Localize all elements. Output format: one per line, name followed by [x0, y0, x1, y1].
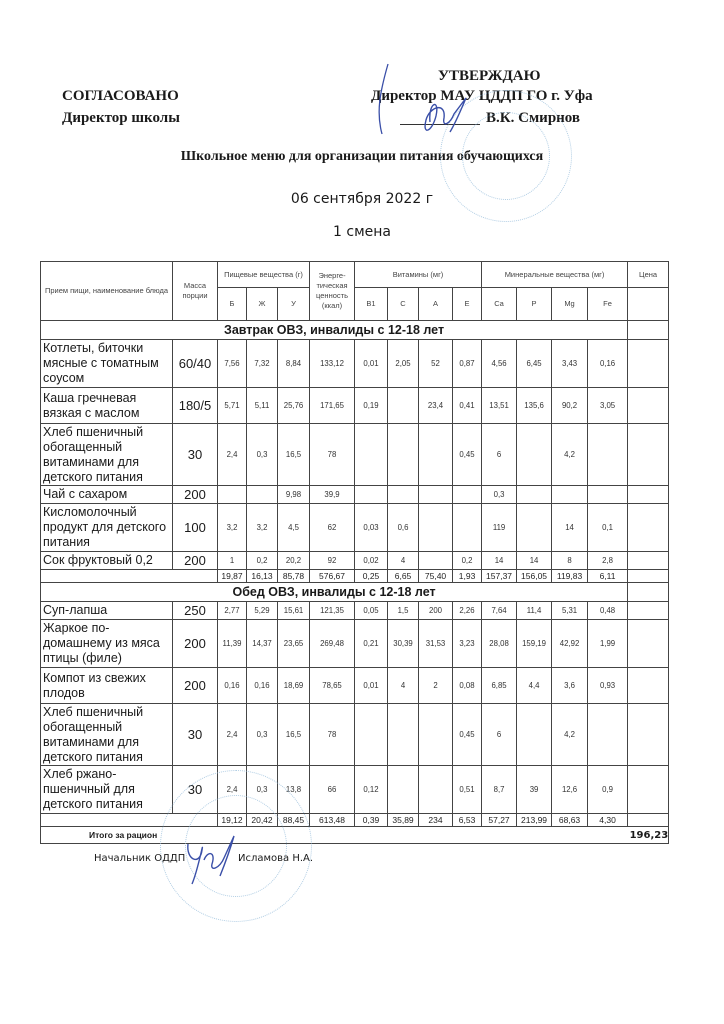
value-fe: 0,93	[588, 668, 628, 704]
value-u: 16,5	[278, 424, 310, 486]
value-ca: 14	[482, 552, 517, 570]
value-mg: 4,2	[552, 424, 588, 486]
value-zh: 0,3	[247, 766, 278, 814]
section-row	[41, 321, 669, 340]
dish-mass: 200	[173, 668, 218, 704]
price-cell	[628, 424, 669, 486]
value-c: 30,39	[388, 620, 419, 668]
header-price: Цена	[628, 262, 669, 288]
value-b1: 0,19	[355, 388, 388, 424]
value-c: 2,05	[388, 340, 419, 388]
value-b1: 0,01	[355, 340, 388, 388]
value-a: 31,53	[419, 620, 453, 668]
price-cell	[628, 388, 669, 424]
value-p	[517, 704, 552, 766]
subtotal-a: 75,40	[419, 570, 453, 583]
subtotal-energy: 576,67	[310, 570, 355, 583]
header-minerals: Минеральные вещества (мг)	[482, 262, 628, 288]
table-row	[41, 766, 669, 814]
header-u: У	[278, 288, 310, 321]
value-mg: 12,6	[552, 766, 588, 814]
value-p: 14	[517, 552, 552, 570]
value-a: 200	[419, 602, 453, 620]
value-b: 2,77	[218, 602, 247, 620]
value-mg: 42,92	[552, 620, 588, 668]
dish-name: Каша гречневая вязкая с маслом	[41, 388, 173, 424]
table-row	[41, 504, 669, 552]
subtotal-fe: 4,30	[588, 814, 628, 827]
value-c	[388, 766, 419, 814]
value-b: 2,4	[218, 766, 247, 814]
value-c	[388, 424, 419, 486]
value-zh: 14,37	[247, 620, 278, 668]
header-price-empty	[628, 288, 669, 321]
approve-name: В.К. Смирнов	[486, 110, 581, 126]
value-b1: 0,01	[355, 668, 388, 704]
value-b: 11,39	[218, 620, 247, 668]
agreed-title: СОГЛАСОВАНО	[62, 88, 179, 104]
dish-mass: 30	[173, 424, 218, 486]
value-u: 23,65	[278, 620, 310, 668]
value-p: 39	[517, 766, 552, 814]
dish-mass: 200	[173, 620, 218, 668]
chief-name: Исламова Н.А.	[238, 853, 314, 864]
value-zh: 5,11	[247, 388, 278, 424]
value-ca: 13,51	[482, 388, 517, 424]
value-u: 9,98	[278, 486, 310, 504]
grand-total-label: Итого за рацион	[41, 827, 628, 844]
dish-name: Компот из свежих плодов	[41, 668, 173, 704]
value-e	[453, 504, 482, 552]
value-u: 15,61	[278, 602, 310, 620]
value-b1	[355, 704, 388, 766]
value-a	[419, 704, 453, 766]
value-ca: 28,08	[482, 620, 517, 668]
value-fe	[588, 486, 628, 504]
price-cell	[628, 583, 669, 602]
subtotal-p: 156,05	[517, 570, 552, 583]
value-ca: 4,56	[482, 340, 517, 388]
value-e: 3,23	[453, 620, 482, 668]
price-cell	[628, 620, 669, 668]
value-zh: 0,3	[247, 704, 278, 766]
subtotal-e: 6,53	[453, 814, 482, 827]
value-fe: 0,1	[588, 504, 628, 552]
signature-icon	[180, 830, 240, 890]
dish-mass: 250	[173, 602, 218, 620]
subtotal-ca: 157,37	[482, 570, 517, 583]
value-ca: 119	[482, 504, 517, 552]
value-e: 0,87	[453, 340, 482, 388]
value-u: 13,8	[278, 766, 310, 814]
chief-role: Начальник ОДДП	[94, 853, 186, 864]
value-c	[388, 486, 419, 504]
dish-name: Хлеб ржано-пшеничный для детского питания	[41, 766, 173, 814]
value-mg: 3,6	[552, 668, 588, 704]
subtotal-b1: 0,25	[355, 570, 388, 583]
value-fe	[588, 704, 628, 766]
value-a	[419, 552, 453, 570]
value-mg: 4,2	[552, 704, 588, 766]
shift-label: 1 смена	[333, 224, 391, 240]
dish-name: Суп-лапша	[41, 602, 173, 620]
value-b: 2,4	[218, 704, 247, 766]
value-p: 135,6	[517, 388, 552, 424]
value-ca: 7,64	[482, 602, 517, 620]
value-b: 5,71	[218, 388, 247, 424]
table-row	[41, 620, 669, 668]
value-u: 25,76	[278, 388, 310, 424]
value-zh: 0,16	[247, 668, 278, 704]
header-c: C	[388, 288, 419, 321]
header-nutrients: Пищевые вещества (г)	[218, 262, 310, 288]
header-vitamins: Витамины (мг)	[355, 262, 482, 288]
value-u: 16,5	[278, 704, 310, 766]
dish-mass: 60/40	[173, 340, 218, 388]
value-b1	[355, 424, 388, 486]
value-fe: 0,9	[588, 766, 628, 814]
value-e: 0,41	[453, 388, 482, 424]
table-row	[41, 704, 669, 766]
value-ca: 8,7	[482, 766, 517, 814]
value-a: 52	[419, 340, 453, 388]
subtotal-zh: 16,13	[247, 570, 278, 583]
signature-icon	[370, 62, 480, 142]
value-e	[453, 486, 482, 504]
dish-name: Жаркое по-домашнему из мяса птицы (филе)	[41, 620, 173, 668]
dish-mass: 30	[173, 766, 218, 814]
value-b1: 0,02	[355, 552, 388, 570]
value-ca: 6	[482, 704, 517, 766]
subtotal-b1: 0,39	[355, 814, 388, 827]
price-cell	[628, 321, 669, 340]
value-c	[388, 704, 419, 766]
price-cell	[628, 340, 669, 388]
document-title: Школьное меню для организации питания обучающихся	[180, 149, 544, 164]
value-c	[388, 388, 419, 424]
dish-name: Сок фруктовый 0,2	[41, 552, 173, 570]
value-b	[218, 486, 247, 504]
subtotal-mg: 68,63	[552, 814, 588, 827]
value-mg: 3,43	[552, 340, 588, 388]
value-b1: 0,05	[355, 602, 388, 620]
value-fe: 3,05	[588, 388, 628, 424]
value-zh: 5,29	[247, 602, 278, 620]
value-energy: 171,65	[310, 388, 355, 424]
value-fe: 0,48	[588, 602, 628, 620]
value-energy: 66	[310, 766, 355, 814]
price-cell	[628, 668, 669, 704]
value-u: 4,5	[278, 504, 310, 552]
value-b: 1	[218, 552, 247, 570]
value-a	[419, 486, 453, 504]
subtotal-c: 6,65	[388, 570, 419, 583]
value-b1: 0,12	[355, 766, 388, 814]
price-cell	[628, 504, 669, 552]
value-e: 0,45	[453, 424, 482, 486]
value-e: 0,51	[453, 766, 482, 814]
value-p	[517, 504, 552, 552]
value-fe: 2,8	[588, 552, 628, 570]
value-p	[517, 486, 552, 504]
header-ca: Ca	[482, 288, 517, 321]
value-b: 2,4	[218, 424, 247, 486]
value-fe: 1,99	[588, 620, 628, 668]
value-zh: 3,2	[247, 504, 278, 552]
value-energy: 133,12	[310, 340, 355, 388]
value-zh: 0,3	[247, 424, 278, 486]
value-fe: 0,16	[588, 340, 628, 388]
price-cell	[628, 766, 669, 814]
dish-mass: 100	[173, 504, 218, 552]
dish-name: Чай с сахаром	[41, 486, 173, 504]
section-title: Завтрак ОВЗ, инвалиды с 12-18 лет	[41, 321, 628, 340]
dish-name: Хлеб пшеничный обогащенный витаминами для детского питания	[41, 424, 173, 486]
value-e: 0,2	[453, 552, 482, 570]
value-a	[419, 424, 453, 486]
value-p: 11,4	[517, 602, 552, 620]
value-energy: 78	[310, 704, 355, 766]
value-p: 4,4	[517, 668, 552, 704]
subtotal-energy: 613,48	[310, 814, 355, 827]
price-cell	[628, 486, 669, 504]
approve-title: УТВЕРЖДАЮ	[438, 68, 541, 84]
value-b1: 0,03	[355, 504, 388, 552]
value-ca: 6	[482, 424, 517, 486]
header-energy: Энерге-тическая ценность (ккал)	[310, 262, 355, 321]
header-b: Б	[218, 288, 247, 321]
value-p	[517, 424, 552, 486]
subtotal-row	[41, 814, 669, 827]
table-row	[41, 340, 669, 388]
value-b: 0,16	[218, 668, 247, 704]
dish-mass: 180/5	[173, 388, 218, 424]
value-p: 159,19	[517, 620, 552, 668]
subtotal-fe: 6,11	[588, 570, 628, 583]
dish-name: Хлеб пшеничный обогащенный витаминами для детского питания	[41, 704, 173, 766]
value-energy: 62	[310, 504, 355, 552]
approve-role: Директор МАУ ЦДДП ГО г. Уфа	[371, 88, 593, 104]
dish-name: Кисломолочный продукт для детского питания	[41, 504, 173, 552]
value-b: 3,2	[218, 504, 247, 552]
value-mg: 8	[552, 552, 588, 570]
subtotal-ca: 57,27	[482, 814, 517, 827]
value-p: 6,45	[517, 340, 552, 388]
value-energy: 39,9	[310, 486, 355, 504]
value-b1	[355, 486, 388, 504]
subtotal-zh: 20,42	[247, 814, 278, 827]
price-cell	[628, 704, 669, 766]
subtotal-a: 234	[419, 814, 453, 827]
header-mg: Mg	[552, 288, 588, 321]
value-energy: 92	[310, 552, 355, 570]
dish-mass: 30	[173, 704, 218, 766]
section-title: Обед ОВЗ, инвалиды с 12-18 лет	[41, 583, 628, 602]
table-row	[41, 486, 669, 504]
dish-mass: 200	[173, 552, 218, 570]
price-cell	[628, 552, 669, 570]
value-e: 2,26	[453, 602, 482, 620]
value-c: 0,6	[388, 504, 419, 552]
table-row	[41, 424, 669, 486]
subtotal-b: 19,87	[218, 570, 247, 583]
value-b: 7,56	[218, 340, 247, 388]
header-mass: Масса порции	[173, 262, 218, 321]
value-c: 4	[388, 668, 419, 704]
header-a: A	[419, 288, 453, 321]
value-mg	[552, 486, 588, 504]
subtotal-mg: 119,83	[552, 570, 588, 583]
value-energy: 78	[310, 424, 355, 486]
document-date: 06 сентября 2022 г	[290, 191, 434, 207]
value-c: 4	[388, 552, 419, 570]
value-c: 1,5	[388, 602, 419, 620]
value-u: 18,69	[278, 668, 310, 704]
value-zh	[247, 486, 278, 504]
subtotal-u: 88,45	[278, 814, 310, 827]
menu-table	[40, 261, 669, 844]
subtotal-e: 1,93	[453, 570, 482, 583]
value-a: 23,4	[419, 388, 453, 424]
value-ca: 0,3	[482, 486, 517, 504]
table-row	[41, 668, 669, 704]
header-b1: B1	[355, 288, 388, 321]
grand-total-row	[41, 827, 669, 844]
value-energy: 269,48	[310, 620, 355, 668]
table-row	[41, 552, 669, 570]
value-energy: 78,65	[310, 668, 355, 704]
table-row	[41, 602, 669, 620]
grand-total-value: 196,23	[628, 827, 669, 844]
value-e: 0,45	[453, 704, 482, 766]
value-b1: 0,21	[355, 620, 388, 668]
header-p: P	[517, 288, 552, 321]
price-cell	[628, 814, 669, 827]
value-zh: 7,32	[247, 340, 278, 388]
value-a	[419, 504, 453, 552]
subtotal-u: 85,78	[278, 570, 310, 583]
price-cell	[628, 570, 669, 583]
table-row	[41, 388, 669, 424]
value-zh: 0,2	[247, 552, 278, 570]
value-a: 2	[419, 668, 453, 704]
value-ca: 6,85	[482, 668, 517, 704]
value-u: 8,84	[278, 340, 310, 388]
value-mg: 90,2	[552, 388, 588, 424]
value-e: 0,08	[453, 668, 482, 704]
subtotal-row	[41, 570, 669, 583]
value-mg: 5,31	[552, 602, 588, 620]
header-fe: Fe	[588, 288, 628, 321]
value-a	[419, 766, 453, 814]
dish-name: Котлеты, биточки мясные с томатным соусом	[41, 340, 173, 388]
header-e: E	[453, 288, 482, 321]
subtotal-c: 35,89	[388, 814, 419, 827]
header-dish: Прием пищи, наименование блюда	[41, 262, 173, 321]
agreed-role: Директор школы	[62, 110, 180, 126]
value-u: 20,2	[278, 552, 310, 570]
header-zh: Ж	[247, 288, 278, 321]
subtotal-b: 19,12	[218, 814, 247, 827]
value-energy: 121,35	[310, 602, 355, 620]
value-mg: 14	[552, 504, 588, 552]
value-fe	[588, 424, 628, 486]
subtotal-label-empty	[41, 570, 218, 583]
price-cell	[628, 602, 669, 620]
dish-mass: 200	[173, 486, 218, 504]
subtotal-p: 213,99	[517, 814, 552, 827]
section-row	[41, 583, 669, 602]
